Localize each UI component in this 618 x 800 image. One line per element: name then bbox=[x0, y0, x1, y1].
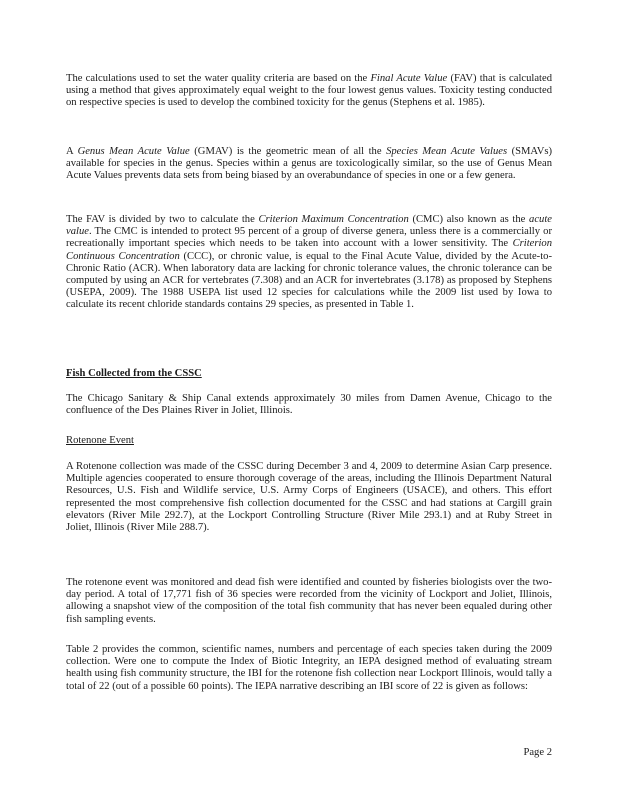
section-heading-fish-collected bbox=[66, 368, 552, 380]
term-genus-mean-acute-value: Genus Mean Acute Value bbox=[77, 146, 190, 157]
text-run: (SMAVs) available for species in the genus. Species within a genus are toxicologically similar, so the use of Genus Mean Acute Values prevents data sets from being biased by an overabundance of species in one or a few genera. bbox=[66, 146, 553, 182]
paragraph-text: The Chicago Sanitary & Ship Canal extends approximately 30 miles from Damen Avenue, Chicago to the confluence of the Des Plaines River in Joliet, Illinois. bbox=[66, 393, 552, 417]
term-criterion-continuous-concentration: Criterion Continuous Concentration bbox=[66, 238, 552, 262]
text-run: The calculations used to set the water quality criteria are based on the bbox=[66, 73, 371, 84]
paragraph-cmc bbox=[66, 214, 552, 312]
paragraph-text: A Rotenone collection was made of the CSSC during December 3 and 4, 2009 to determine Asian Carp presence. Multiple agencies cooperated to ensure thorough coverage of the areas, including the Illinois Department Natural Resources, U.S. Fish and Wildlife service, U.S. Army Corps of Engineers (USACE), and others. This effort represented the most comprehensive fish collection documented for the CSSC and had stations at Cargill grain elevators (River Mile 292.7), at the Lockport Controlling Structure (River Mile 293.1) and at Ruby Street in Joliet, Illinois (River Mile 288.7). bbox=[66, 461, 552, 534]
term-species-mean-acute-values: Species Mean Acute Values bbox=[386, 146, 508, 157]
text-run: The FAV is divided by two to calculate the bbox=[66, 214, 259, 225]
term-criterion-maximum-concentration: Criterion Maximum Concentration bbox=[258, 214, 409, 225]
paragraph-gmav bbox=[66, 146, 552, 183]
text-run: (CMC) also known as the bbox=[408, 214, 530, 225]
paragraph-text: Table 2 provides the common, scientific names, numbers and percentage of each species taken during the 2009 collection. Were one to compute the Index of Biotic Integrity, an IEPA designed method of evaluating stream health using fish community structure, the IBI for the rotenone fish collection near Lockport Illinois, would tally a total of 22 (out of a possible 60 points). The IEPA narrative describing an IBI score of 22 is given as follows: bbox=[66, 644, 552, 692]
heading-text: Fish Collected from the CSSC bbox=[66, 368, 202, 379]
term-final-acute-value: Final Acute Value bbox=[370, 73, 448, 84]
text-run: A bbox=[66, 146, 78, 157]
section-heading-rotenone-event bbox=[66, 435, 552, 447]
page-number: Page 2 bbox=[523, 747, 552, 758]
text-run: (FAV) that is calculated using a method that gives approximately equal weight to the four lowest genus values. Toxicity testing conducted on respective species is used to develop the combined toxicity for the genus (Stephens et al. 1985). bbox=[66, 73, 552, 109]
term-acute-value: acute value bbox=[66, 214, 552, 238]
paragraph-rotenone-monitoring bbox=[66, 577, 552, 626]
paragraph-text: The rotenone event was monitored and dead fish were identified and counted by fisheries biologists over the two-day period. A total of 17,771 fish of 36 species were recorded from the vicinity of Lockport and Joliet, Illinois, allowing a snapshot view of the composition of the total fish community that has never been equaled during other fish sampling events. bbox=[66, 577, 552, 625]
paragraph-cssc-extent bbox=[66, 393, 552, 417]
paragraph-rotenone-collection bbox=[66, 461, 552, 534]
text-run: (GMAV) is the geometric mean of all the bbox=[189, 146, 387, 157]
heading-text: Rotenone Event bbox=[66, 435, 134, 446]
text-run: (CCC), or chronic value, is equal to the Final Acute Value, divided by the Acute-to-Chronic Ratio (ACR). When laboratory data are lacking for chronic tolerance values, the chronic tolerance can be computed by using an ACR for vertebrates (7.308) and an ACR for invertebrates (3.178) as proposed by Stephens (USEPA, 2009). The 1988 USEPA list used 12 species for calculations while the 2009 list used by Iowa to calculate its recent chloride standards contains 29 species, as presented in Table 1. bbox=[66, 250, 552, 311]
paragraph-table2-ibi bbox=[66, 644, 552, 693]
paragraph-fav bbox=[66, 73, 552, 110]
text-run: . The CMC is intended to protect 95 percent of a group of diverse genera, unless there is a commercially or recreationally important species which needs to be taken into account with a lower sensitivity. The bbox=[66, 226, 552, 250]
